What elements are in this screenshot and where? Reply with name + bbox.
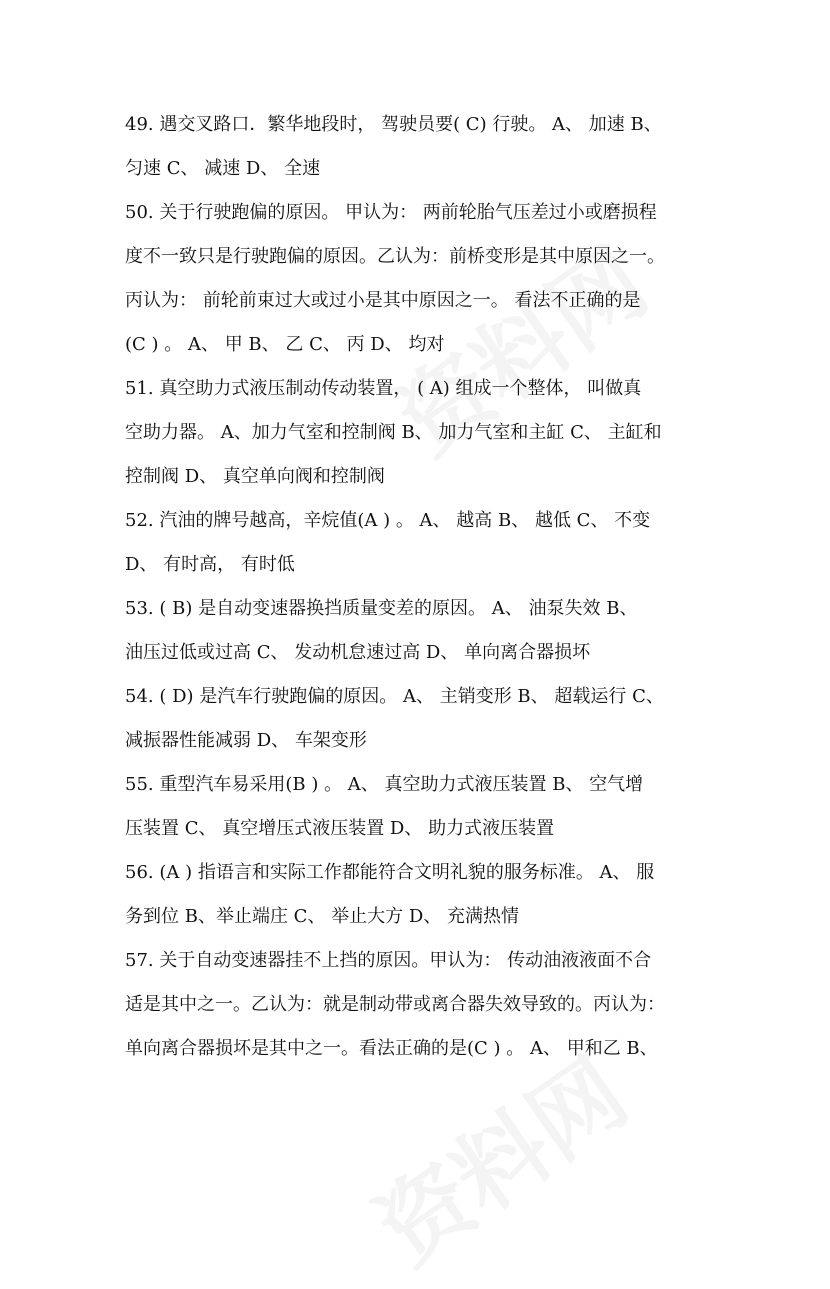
question-57 [125, 939, 710, 1071]
question-text-line: 空助力器。 A、加力气室和控制阀 B、 加力气室和主缸 C、 主缸和 [125, 422, 662, 443]
question-text-line: 适是其中之一。乙认为：就是制动带或离合器失效导致的。丙认为： [125, 994, 665, 1015]
question-text-line: 务到位 B、举止端庄 C、 举止大方 D、 充满热情 [125, 906, 520, 927]
question-text-line: 压装置 C、 真空增压式液压装置 D、 助力式液压装置 [125, 818, 555, 839]
question-50 [125, 191, 710, 367]
question-text-line: 51. 真空助力式液压制动传动装置， ( A) 组成一个整体， 叫做真 [125, 378, 642, 399]
question-text-line: 55. 重型汽车易采用(B ) 。 A、 真空助力式液压装置 B、 空气增 [125, 774, 644, 795]
question-text-line: 单向离合器损坏是其中之一。看法正确的是(C ) 。 A、 甲和乙 B、 [125, 1038, 658, 1059]
question-54 [125, 675, 710, 763]
question-52 [125, 499, 710, 587]
question-text-line: 丙认为： 前轮前束过大或过小是其中原因之一。 看法不正确的是 [125, 290, 641, 311]
question-text-line: 54. ( D) 是汽车行驶跑偏的原因。 A、 主销变形 B、 超载运行 C、 [125, 686, 664, 707]
question-55 [125, 763, 710, 851]
question-51 [125, 367, 710, 499]
question-text-line: 控制阀 D、 真空单向阀和控制阀 [125, 466, 385, 487]
question-text-line: D、 有时高， 有时低 [125, 554, 295, 575]
question-text-line: 50. 关于行驶跑偏的原因。 甲认为： 两前轮胎气压差过小或磨损程 [125, 202, 657, 223]
question-text-line: 油压过低或过高 C、 发动机怠速过高 D、 单向离合器损坏 [125, 642, 591, 663]
question-text-line: 52. 汽油的牌号越高，辛烷值(A ) 。 A、 越高 B、 越低 C、 不变 [125, 510, 651, 531]
question-text-line: 49. 遇交叉路口．繁华地段时， 驾驶员要( C) 行驶。 A、 加速 B、 [125, 114, 662, 135]
question-text-line: (C ) 。 A、 甲 B、 乙 C、 丙 D、 均对 [125, 334, 445, 355]
question-56 [125, 851, 710, 939]
question-text-line: 57. 关于自动变速器挂不上挡的原因。甲认为： 传动油液液面不合 [125, 950, 652, 971]
question-53 [125, 587, 710, 675]
question-text-line: 56. (A ) 指语言和实际工作都能符合文明礼貌的服务标准。 A、 服 [125, 862, 655, 883]
question-49 [125, 103, 710, 191]
question-text-line: 匀速 C、 减速 D、 全速 [125, 158, 321, 179]
question-text-line: 减振器性能减弱 D、 车架变形 [125, 730, 367, 751]
document-page [125, 103, 710, 1071]
question-text-line: 度不一致只是行驶跑偏的原因。乙认为：前桥变形是其中原因之一。 [125, 246, 665, 267]
question-text-line: 53. ( B) 是自动变速器换挡质量变差的原因。 A、 油泵失效 B、 [125, 598, 638, 619]
